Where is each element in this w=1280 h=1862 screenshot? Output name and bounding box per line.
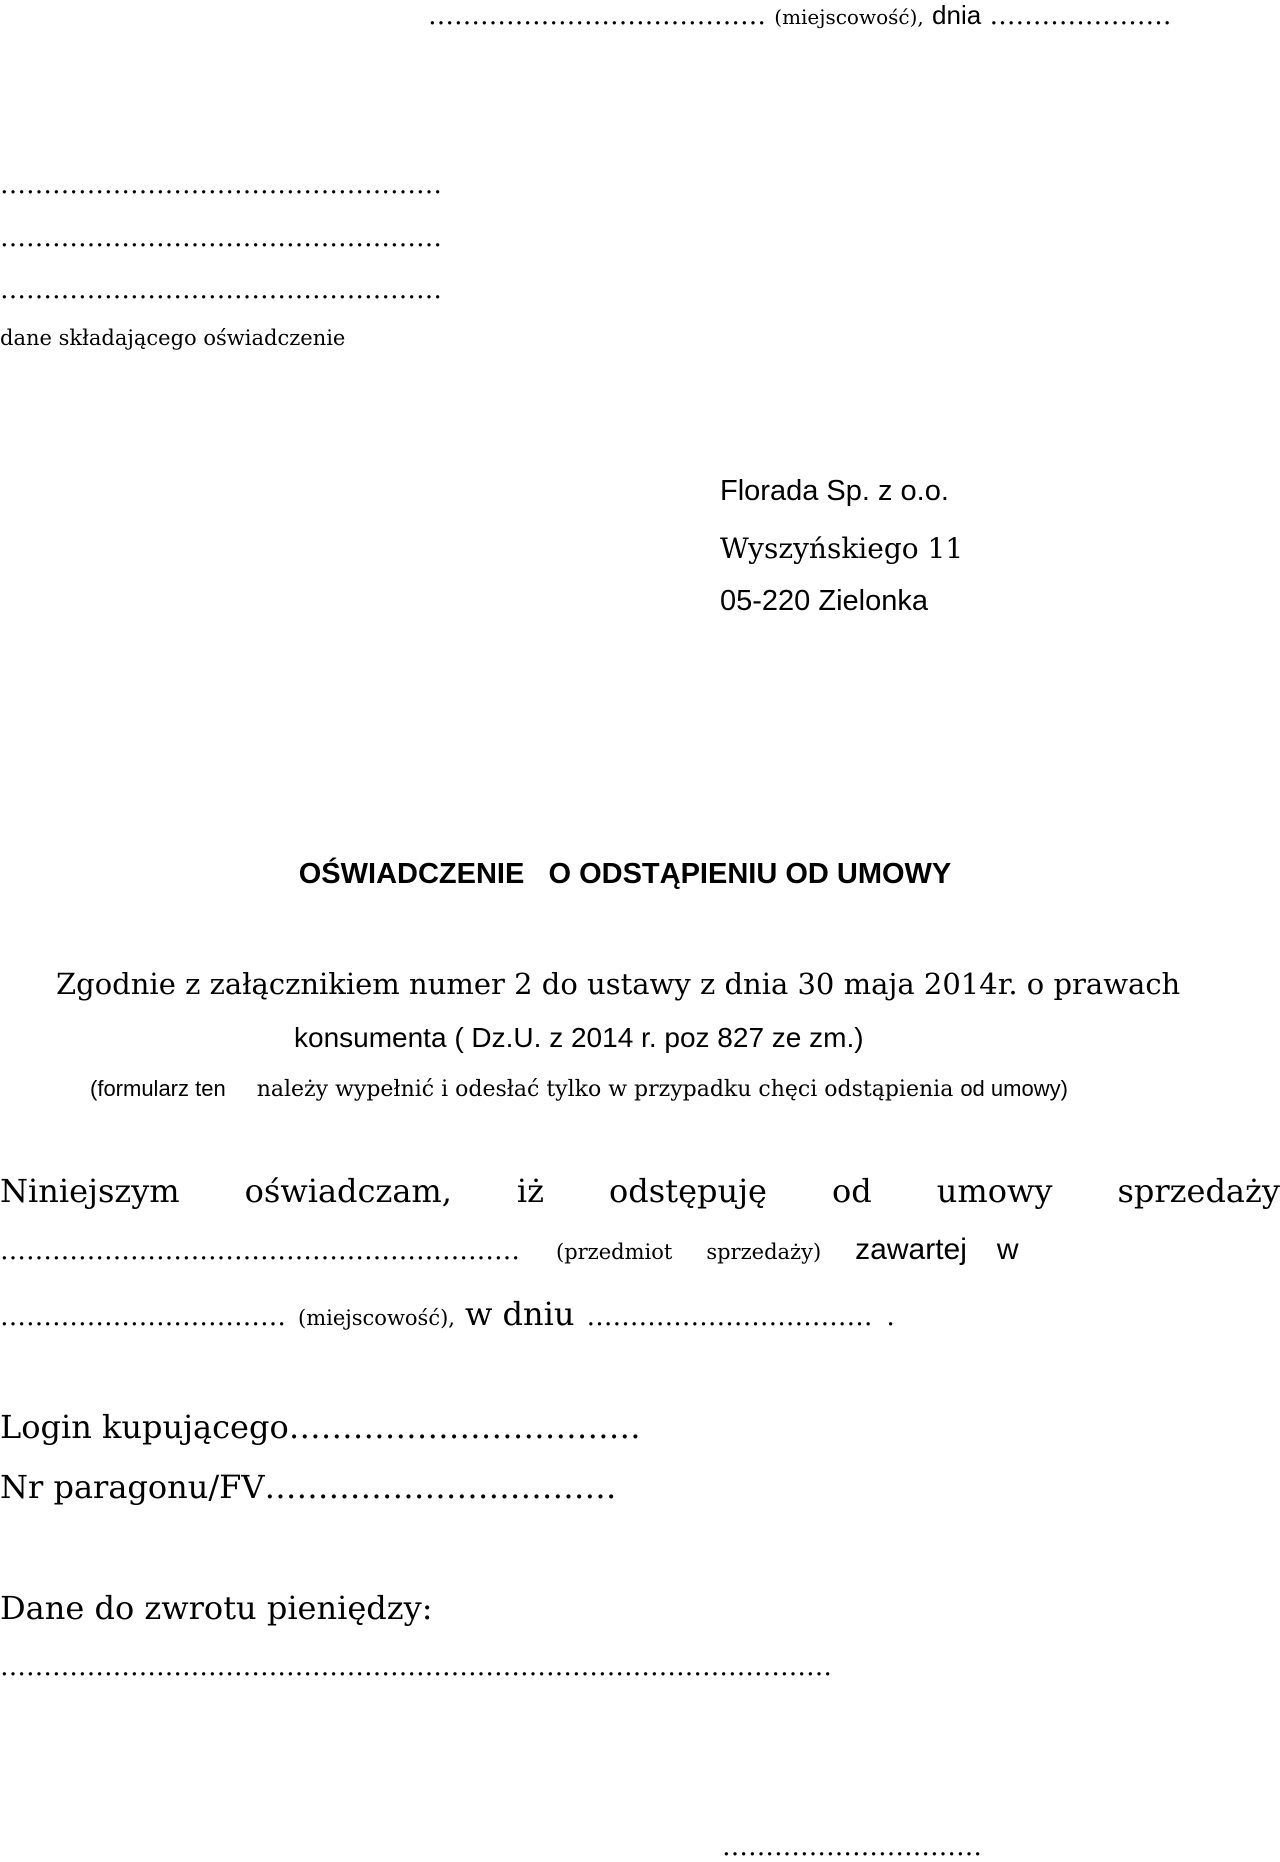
declaration-line (0, 1172, 1280, 1210)
sale-subject-line (0, 1233, 1280, 1267)
form-note (90, 1076, 1068, 1102)
contract-on-day: w dniu (464, 1295, 575, 1333)
sender-dots-line-2[interactable]: …………………………………………… (0, 223, 442, 253)
contract-date-dots[interactable]: …………………………… (586, 1302, 873, 1332)
document-title: OŚWIADCZENIE O ODSTĄPIENIU OD UMOWY (298, 858, 952, 890)
contract-end-dot: . (886, 1302, 895, 1332)
in-word: w (996, 1233, 1019, 1266)
declaration-word: od (831, 1172, 872, 1210)
header-place-dots[interactable]: ………………………………… (428, 1, 766, 31)
legal-basis-line-1: Zgodnie z załącznikiem numer 2 do ustawy z dnia 30 maja 2014r. o prawach (56, 967, 1181, 1001)
sale-subject-dots[interactable]: …………………………………………………… (0, 1236, 520, 1266)
recipient-company: Florada Sp. z o.o. (720, 475, 949, 507)
legal-basis-line-2: konsumenta ( Dz.U. z 2014 r. poz 827 ze zm.) (294, 1022, 864, 1053)
form-note-part-3: od umowy) (960, 1076, 1068, 1101)
declaration-word: umowy (936, 1172, 1053, 1210)
contract-place-dots[interactable]: …………………………… (0, 1302, 286, 1332)
header-date-word: dnia (932, 0, 982, 30)
header-place-label: (miejscowość), (774, 5, 924, 29)
contract-place-label: (miejscowość), (298, 1306, 455, 1330)
declaration-word: oświadczam, (244, 1172, 452, 1210)
buyer-login-field[interactable]: Login kupującego…………………………… (0, 1408, 641, 1446)
sale-subject-label-1: (przedmiot (556, 1240, 673, 1264)
header-place-date-line (428, 0, 1171, 32)
declaration-word: sprzedaży (1117, 1172, 1280, 1210)
contract-place-date-line (0, 1295, 895, 1333)
signature-dots[interactable]: ………………………… (722, 1832, 982, 1862)
declaration-word: iż (516, 1172, 545, 1210)
concluded-word: zawartej (855, 1233, 967, 1266)
form-note-part-1: (formularz ten (90, 1076, 226, 1101)
refund-data-label: Dane do zwrotu pieniędzy: (0, 1589, 433, 1627)
recipient-street: Wyszyńskiego 11 (720, 532, 964, 565)
declaration-word: Niniejszym (0, 1172, 180, 1210)
recipient-city: 05-220 Zielonka (720, 585, 928, 617)
sender-label: dane składającego oświadczenie (0, 326, 346, 350)
sender-dots-line-3[interactable]: …………………………………………… (0, 275, 442, 305)
receipt-number-field[interactable]: Nr paragonu/FV…………………………… (0, 1468, 617, 1506)
header-date-dots[interactable]: ………………… (989, 1, 1172, 31)
form-note-part-2: należy wypełnić i odesłać tylko w przypadku chęci odstąpienia (256, 1077, 954, 1102)
declaration-word: odstępuję (609, 1172, 767, 1210)
sender-dots-line-1[interactable]: …………………………………………… (0, 170, 442, 200)
sale-subject-label-2: sprzedaży) (706, 1240, 822, 1264)
refund-data-dots[interactable]: …………………………………………………………………………………… (0, 1652, 832, 1682)
